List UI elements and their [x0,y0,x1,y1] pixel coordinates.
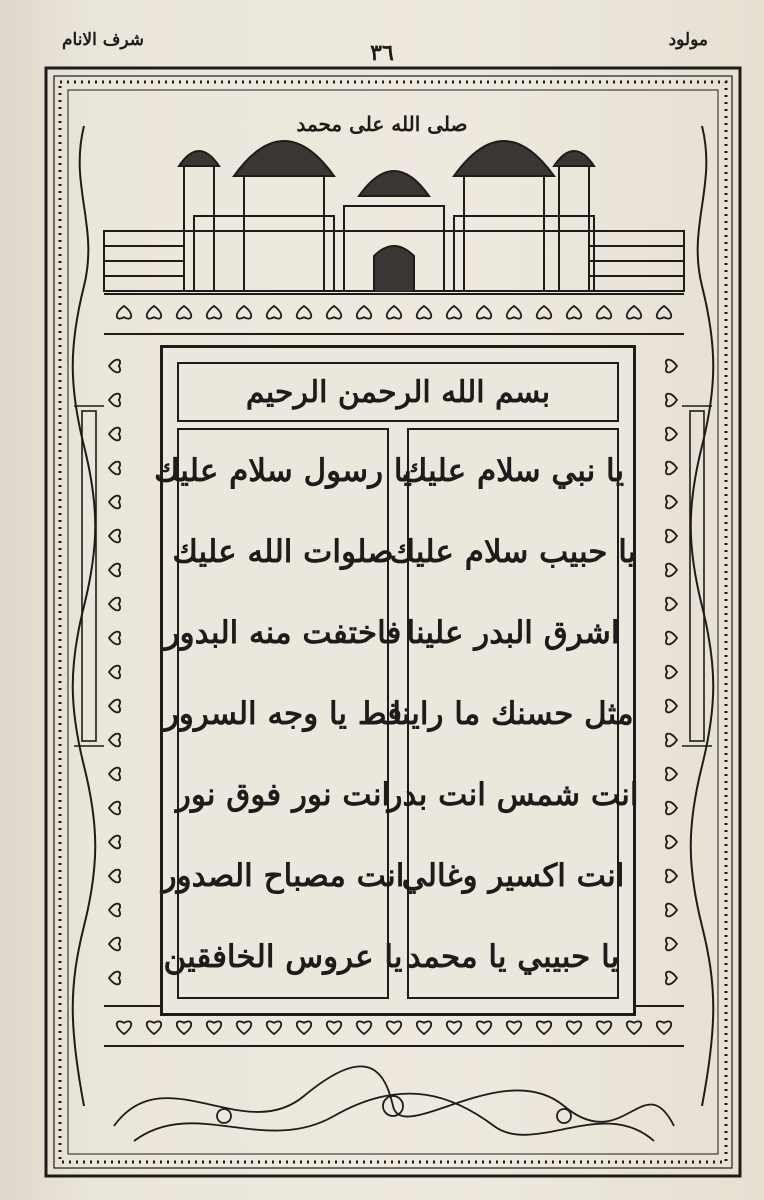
heart-ornament [357,1021,371,1034]
verse-line: يا حبيبي يا محمد [406,938,620,975]
heart-ornament [447,1021,461,1034]
verse-line: انت اكسير وغالي [401,857,625,894]
verse-line: اشرق البدر علينا [406,614,620,651]
heart-ornament [666,802,677,815]
verse-line: مثل حسنك ما راينا [392,695,634,732]
heart-ornament [567,1021,581,1034]
heart-ornament [507,306,521,319]
verse-line: انت مصباح الصدور [161,857,405,894]
page-number: ٣٦ [370,40,394,66]
heart-ornament [666,632,677,645]
heart-ornament [237,306,251,319]
heart-ornament [666,530,677,543]
heart-ornament [177,306,191,319]
heart-ornament [207,306,221,319]
verse-line: يا عروس الخافقين [163,938,403,975]
verse-line: يا حبيب سلام عليك [389,533,637,570]
heart-ornament [297,1021,311,1034]
verse-line: انت نور فوق نور [175,776,391,813]
verse-line: يا رسول سلام عليك [154,452,412,489]
heart-ornament [666,870,677,883]
heart-ornament [666,734,677,747]
heart-ornament [627,306,641,319]
heart-ornament [297,306,311,319]
heart-ornament [207,1021,221,1034]
heart-ornament [109,666,120,679]
heart-ornament [109,394,120,407]
heart-ornament [109,530,120,543]
heart-ornament [109,632,120,645]
verse-line: قط يا وجه السرور [163,695,403,732]
heart-ornament [657,1021,671,1034]
heart-ornament [109,802,120,815]
heart-ornament [109,598,120,611]
heart-ornament [666,972,677,985]
heart-ornament [109,428,120,441]
heart-ornament [477,306,491,319]
heart-ornament [666,700,677,713]
heart-ornament [109,564,120,577]
heart-ornament [357,306,371,319]
heart-ornament [147,306,161,319]
heart-ornament [597,306,611,319]
running-title: شرف الانام [62,30,145,50]
heart-ornament [657,306,671,319]
heart-ornament [109,768,120,781]
heart-ornament [666,768,677,781]
heart-ornament [109,972,120,985]
heart-ornament [147,1021,161,1034]
heart-ornament [387,1021,401,1034]
heart-ornament [117,1021,131,1034]
heart-ornament [417,306,431,319]
heart-ornament [537,1021,551,1034]
right-verse-column [387,428,639,999]
heart-ornament [267,306,281,319]
heart-ornament [109,836,120,849]
chapter-title: مولود [668,30,708,50]
heart-ornament [567,306,581,319]
heart-ornament [477,1021,491,1034]
left-verse-column [154,428,412,999]
verse-line: صلوات الله عليك [172,533,394,570]
verse-line: فاختفت منه البدور [164,614,402,651]
verse-line: انت شمس انت بدر [387,776,639,813]
heart-ornament [666,904,677,917]
heart-ornament [666,428,677,441]
heart-ornament [666,938,677,951]
verse-panel [154,345,639,1016]
heart-ornament [177,1021,191,1034]
heart-ornament [537,306,551,319]
heart-ornament [666,496,677,509]
heart-ornament [109,462,120,475]
heart-ornament [666,462,677,475]
heart-ornament [597,1021,611,1034]
heart-ornament [109,360,120,373]
heart-ornament [387,306,401,319]
heart-ornament [666,360,677,373]
heart-ornament [109,734,120,747]
heart-ornament [267,1021,281,1034]
heart-ornament [666,598,677,611]
heart-ornament [627,1021,641,1034]
heart-ornament [666,666,677,679]
heart-ornament [109,904,120,917]
heart-ornament [507,1021,521,1034]
heart-ornament [117,306,131,319]
heart-ornament [109,700,120,713]
heart-ornament [666,564,677,577]
heart-ornament [666,394,677,407]
heart-ornament [109,938,120,951]
bismillah: بسم الله الرحمن الرحيم [177,362,619,422]
heart-ornament [666,836,677,849]
verse-line: يا نبي سلام عليك [401,452,625,489]
heart-ornament [109,870,120,883]
heart-ornament [237,1021,251,1034]
salutation: صلى الله على محمد [296,112,468,136]
heart-ornament [417,1021,431,1034]
heart-ornament [447,306,461,319]
heart-ornament [327,1021,341,1034]
heart-ornament [327,306,341,319]
heart-ornament [109,496,120,509]
